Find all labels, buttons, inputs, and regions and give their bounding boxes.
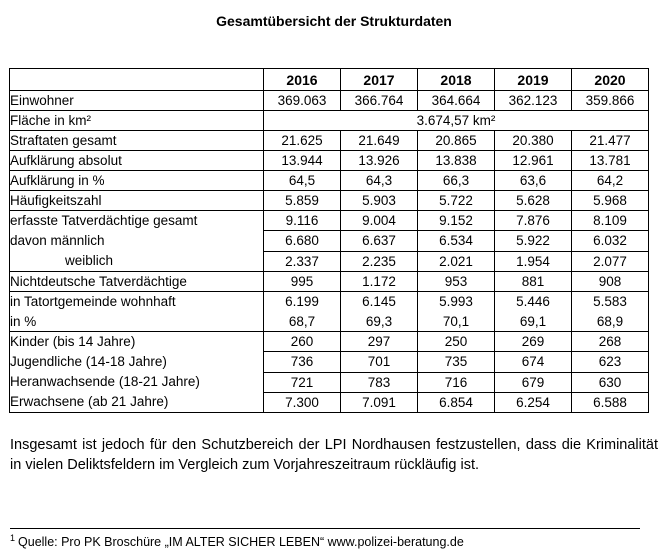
- value-line: 5.993: [439, 294, 473, 309]
- year-header-2017: 2017: [341, 69, 418, 91]
- group-label-line: Jugendliche (14-18 Jahre): [10, 354, 167, 369]
- row-haeufigkeitszahl: [10, 191, 649, 211]
- group-label-line: weiblich: [65, 253, 114, 268]
- group-label-line: erfasste Tatverdächtige gesamt: [10, 213, 198, 228]
- value-cell: [418, 292, 495, 332]
- merged-value-cell: 3.674,57 km²: [264, 111, 649, 131]
- group-label-tatverdaechtige: [10, 211, 264, 272]
- value-cell: 6.254: [495, 392, 572, 412]
- value-cell: 1.172: [341, 272, 418, 292]
- value-cell: 953: [418, 272, 495, 292]
- value-cell: 783: [341, 372, 418, 392]
- value-cell: 9.004: [341, 211, 418, 231]
- value-cell: [341, 292, 418, 332]
- value-cell: 2.021: [418, 251, 495, 271]
- value-cell: 13.944: [264, 151, 341, 171]
- group-label-line: Erwachsene (ab 21 Jahre): [10, 394, 169, 409]
- value-cell: 297: [341, 332, 418, 352]
- value-cell: 623: [572, 352, 649, 372]
- row-label: Aufklärung in %: [10, 171, 264, 191]
- percent-line: 69,1: [519, 313, 547, 329]
- value-line: 6.199: [285, 294, 319, 309]
- value-cell: 66,3: [418, 171, 495, 191]
- value-line: 5.583: [593, 294, 627, 309]
- value-cell: 13.781: [572, 151, 649, 171]
- value-cell: 64,3: [341, 171, 418, 191]
- group-label-line: in Tatortgemeinde wohnhaft: [10, 294, 176, 309]
- row-label: Straftaten gesamt: [10, 131, 264, 151]
- value-cell: 364.664: [418, 91, 495, 111]
- value-cell: [495, 292, 572, 332]
- group-label-tatortgemeinde: [10, 292, 264, 332]
- value-cell: 9.116: [264, 211, 341, 231]
- value-cell: 995: [264, 272, 341, 292]
- row-tatortgemeinde: [10, 292, 649, 332]
- group-label-alter: [10, 332, 264, 413]
- year-header-2018: 2018: [418, 69, 495, 91]
- row-label: Häufigkeitszahl: [10, 191, 264, 211]
- value-cell: 7.876: [495, 211, 572, 231]
- value-cell: 9.152: [418, 211, 495, 231]
- value-cell: 64,2: [572, 171, 649, 191]
- value-cell: 2.235: [341, 251, 418, 271]
- value-line: 5.446: [516, 294, 550, 309]
- value-line: 6.145: [362, 294, 396, 309]
- group-label-line: Kinder (bis 14 Jahre): [10, 334, 136, 349]
- value-cell: 6.534: [418, 231, 495, 251]
- value-cell: 716: [418, 372, 495, 392]
- value-cell: 21.649: [341, 131, 418, 151]
- value-cell: [264, 292, 341, 332]
- value-cell: 5.722: [418, 191, 495, 211]
- value-cell: 5.859: [264, 191, 341, 211]
- row-label: Einwohner: [10, 91, 264, 111]
- year-header-2016: 2016: [264, 69, 341, 91]
- percent-line: 70,1: [442, 313, 470, 329]
- value-cell: 8.109: [572, 211, 649, 231]
- value-cell: 359.866: [572, 91, 649, 111]
- row-einwohner: [10, 91, 649, 111]
- value-cell: 13.926: [341, 151, 418, 171]
- footnote-marker: 1: [10, 533, 16, 543]
- value-cell: 20.380: [495, 131, 572, 151]
- value-cell: 674: [495, 352, 572, 372]
- row-aufklaerung-absolut: [10, 151, 649, 171]
- value-cell: 6.588: [572, 392, 649, 412]
- value-cell: 5.628: [495, 191, 572, 211]
- table-header-row: [10, 69, 649, 91]
- row-nichtdeutsche: [10, 272, 649, 292]
- value-cell: 630: [572, 372, 649, 392]
- value-cell: 1.954: [495, 251, 572, 271]
- value-cell: 2.337: [264, 251, 341, 271]
- value-cell: 64,5: [264, 171, 341, 191]
- value-cell: 20.865: [418, 131, 495, 151]
- row-tatverdaechtige-gesamt: [10, 211, 649, 231]
- year-header-2020: 2020: [572, 69, 649, 91]
- value-cell: 5.968: [572, 191, 649, 211]
- percent-line: 69,3: [365, 313, 393, 329]
- value-cell: 701: [341, 352, 418, 372]
- value-cell: 12.961: [495, 151, 572, 171]
- value-cell: 369.063: [264, 91, 341, 111]
- value-cell: 881: [495, 272, 572, 292]
- row-label: Aufklärung absolut: [10, 151, 264, 171]
- footnote-text: Quelle: Pro PK Broschüre „IM ALTER SICHER LEBEN“ www.polizei-beratung.de: [18, 535, 464, 550]
- value-cell: 260: [264, 332, 341, 352]
- value-cell: 2.077: [572, 251, 649, 271]
- value-cell: 7.091: [341, 392, 418, 412]
- value-cell: 362.123: [495, 91, 572, 111]
- value-cell: 679: [495, 372, 572, 392]
- value-cell: 6.854: [418, 392, 495, 412]
- percent-line: 68,7: [288, 313, 316, 329]
- summary-paragraph: Insgesamt ist jedoch für den Schutzbereich der LPI Nordhausen festzustellen, dass die Kriminalität in vielen Deliktsfeldern im Vergleich zum Vorjahreszeitraum rückläufig ist.: [10, 437, 658, 473]
- value-cell: 21.625: [264, 131, 341, 151]
- structural-data-table: [9, 68, 649, 413]
- value-cell: 6.680: [264, 231, 341, 251]
- value-cell: 7.300: [264, 392, 341, 412]
- row-flaeche: [10, 111, 649, 131]
- row-straftaten: [10, 131, 649, 151]
- group-label-line: in %: [10, 313, 37, 329]
- value-cell: 63,6: [495, 171, 572, 191]
- value-cell: 735: [418, 352, 495, 372]
- value-cell: 908: [572, 272, 649, 292]
- value-cell: 250: [418, 332, 495, 352]
- row-kinder: [10, 332, 649, 352]
- page-title: Gesamtübersicht der Strukturdaten: [216, 13, 452, 29]
- footnote-separator: [10, 528, 640, 529]
- value-cell: 21.477: [572, 131, 649, 151]
- group-label-line: Heranwachsende (18-21 Jahre): [10, 374, 200, 389]
- corner-cell: [10, 69, 264, 91]
- row-label: Fläche in km²: [10, 111, 264, 131]
- row-aufklaerung-prozent: [10, 171, 649, 191]
- percent-line: 68,9: [596, 313, 624, 329]
- value-cell: 721: [264, 372, 341, 392]
- value-cell: 366.764: [341, 91, 418, 111]
- year-header-2019: 2019: [495, 69, 572, 91]
- value-cell: 268: [572, 332, 649, 352]
- value-cell: 269: [495, 332, 572, 352]
- row-label: Nichtdeutsche Tatverdächtige: [10, 272, 264, 292]
- footnote: [10, 533, 650, 549]
- value-cell: 5.922: [495, 231, 572, 251]
- value-cell: 736: [264, 352, 341, 372]
- value-cell: [572, 292, 649, 332]
- value-cell: 6.032: [572, 231, 649, 251]
- value-cell: 13.838: [418, 151, 495, 171]
- group-label-line: davon männlich: [10, 233, 105, 248]
- value-cell: 5.903: [341, 191, 418, 211]
- value-cell: 6.637: [341, 231, 418, 251]
